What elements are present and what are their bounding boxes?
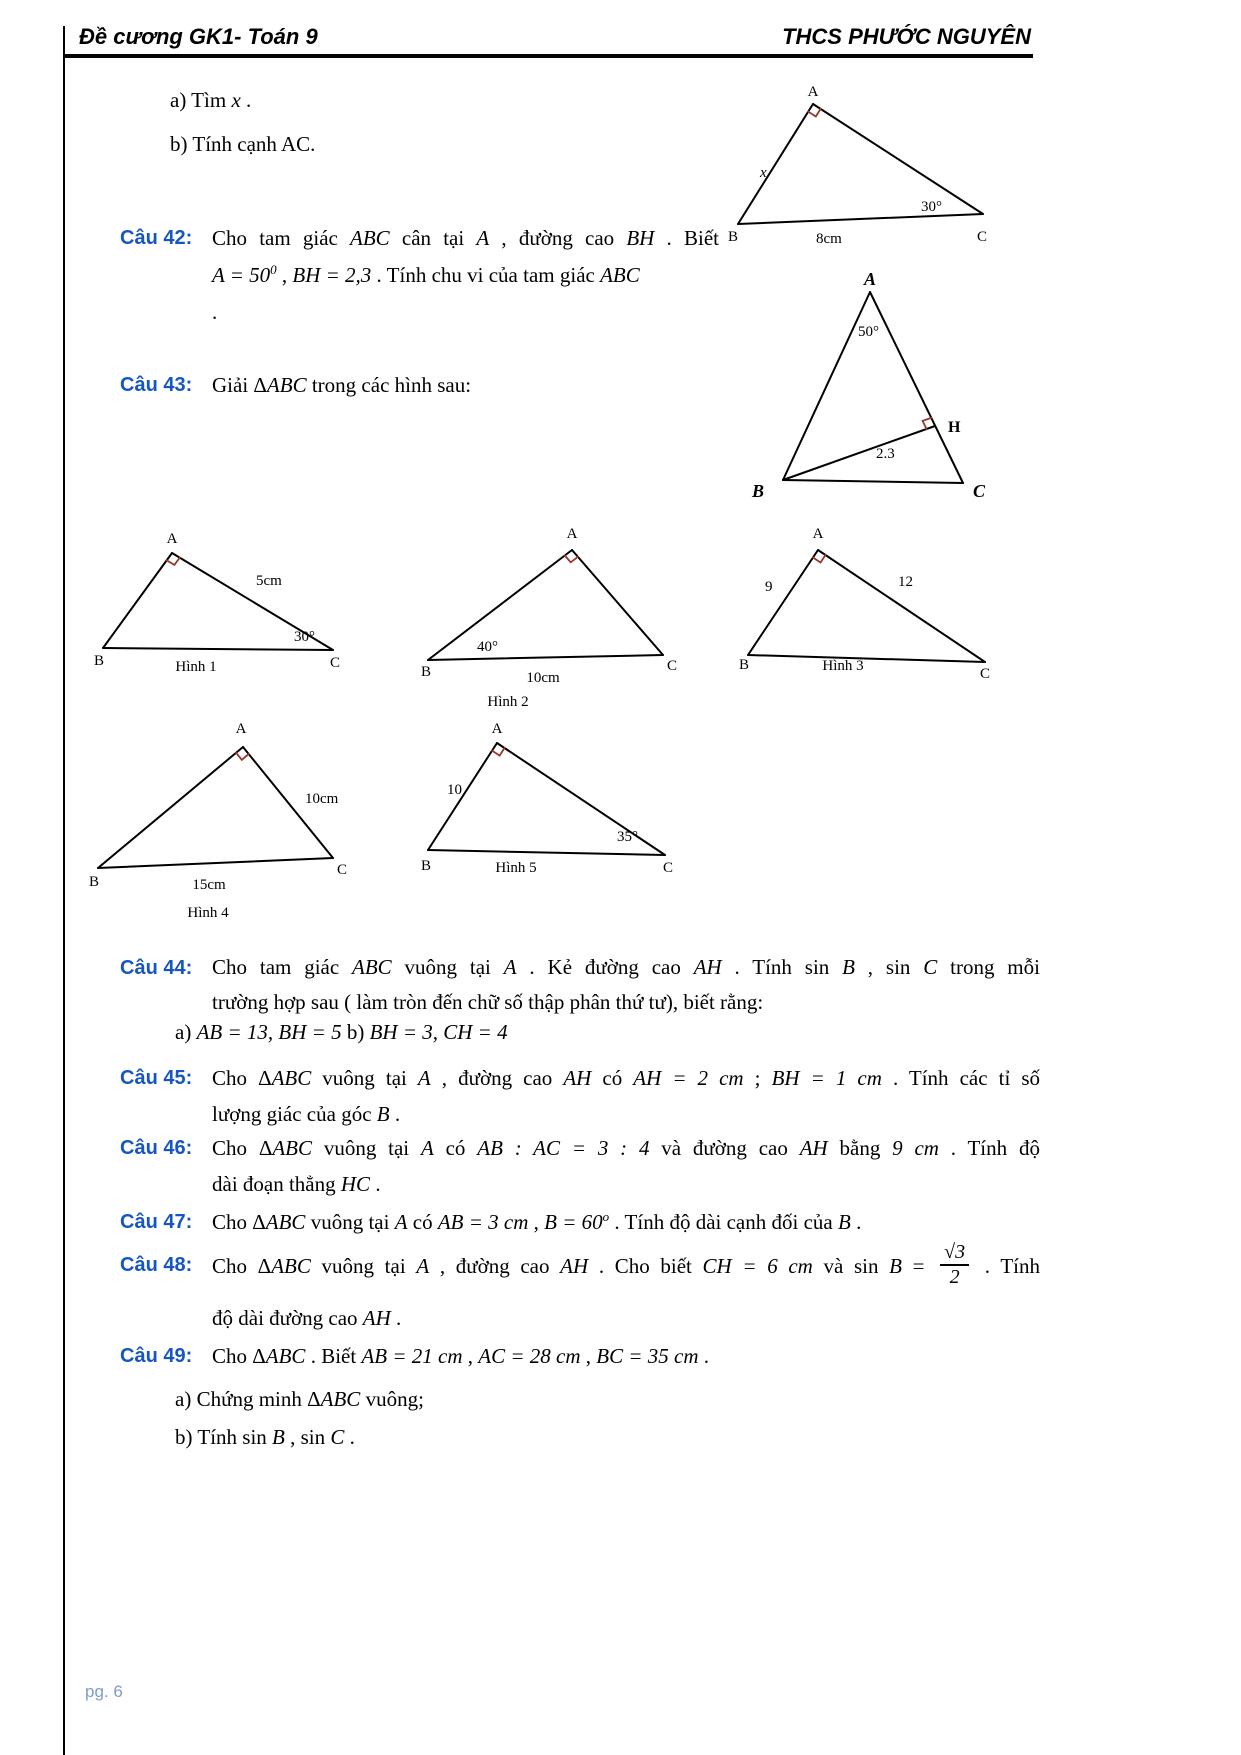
- figure-hinh-1: [88, 523, 360, 683]
- q49-item-b: b) Tính sin B , sin C .: [175, 1425, 355, 1449]
- figure-cau42-triangle: [738, 272, 1006, 512]
- vertex-label-a: A: [812, 526, 824, 542]
- side-label-bc: 10cm: [526, 670, 560, 686]
- figure-caption: Hình 4: [187, 905, 229, 921]
- q45-line-2: lượng giác của góc B .: [212, 1102, 401, 1126]
- page-border-left: [63, 26, 65, 1755]
- question-49-label: Câu 49:: [120, 1345, 193, 1367]
- vertex-label-a: A: [807, 84, 819, 100]
- right-angle-marker: [236, 753, 249, 760]
- side-label-ab: 10: [447, 782, 462, 798]
- question-43-label: Câu 43:: [120, 374, 193, 396]
- figure-hinh-4: [83, 716, 348, 931]
- q48-line-2: độ dài đường cao AH .: [212, 1306, 402, 1330]
- question-46-label: Câu 46:: [120, 1137, 193, 1159]
- question-43-text: Giải ΔABC trong các hình sau:: [212, 373, 472, 397]
- vertex-label-c: C: [330, 655, 341, 671]
- angle-label-b: 40°: [477, 639, 498, 655]
- angle-label-c: 30°: [921, 199, 942, 215]
- question-42-text: [212, 220, 719, 331]
- vertex-label-a: A: [166, 531, 178, 547]
- angle-label-c: 35°: [617, 829, 638, 845]
- vertex-label-a: A: [235, 721, 247, 737]
- triangle-sides: [738, 104, 983, 224]
- question-44-text: [212, 950, 1040, 1020]
- question-47-text: [212, 1204, 1082, 1241]
- page-header: [63, 24, 1033, 58]
- question-42-label: Câu 42:: [120, 227, 193, 249]
- figure-hinh-3: [733, 523, 1003, 681]
- vertex-label-c: C: [980, 666, 991, 681]
- intro-item-b: b) Tính cạnh AC.: [170, 132, 316, 156]
- q46-line-2: dài đoạn thẳng HC .: [212, 1172, 381, 1196]
- figure-caption: Hình 3: [822, 658, 864, 674]
- vertex-label-a: A: [491, 721, 503, 737]
- vertex-label-b: B: [739, 657, 750, 673]
- vertex-label-b: B: [94, 653, 105, 669]
- figure-caption: Hình 1: [175, 659, 217, 675]
- triangle-sides: [783, 292, 963, 483]
- side-label-bc: 8cm: [816, 231, 842, 247]
- q42-line-2: $A = 50^0$ , BH = 2,3 . Tính chu vi của tam giác ABC: [212, 262, 640, 287]
- header-title-right: THCS PHƯỚC NGUYÊN: [782, 24, 1031, 49]
- triangle-sides: [98, 747, 333, 868]
- figure-caption: Hình 2: [487, 694, 529, 710]
- question-47-label: Câu 47:: [120, 1211, 193, 1233]
- q44-cases-line: a) AB = 13, BH = 5 b) BH = 3, CH = 4: [175, 1020, 508, 1044]
- header-title-left: Đề cương GK1- Toán 9: [79, 24, 318, 49]
- vertex-label-c: C: [667, 658, 678, 674]
- figure-hinh-2: [413, 518, 691, 713]
- q47-line-1: Cho ΔABC vuông tại A có AB = 3 cm , $B = 60^o$ . Tính độ dài cạnh đối của B .: [212, 1209, 862, 1234]
- figure-caption: Hình 5: [495, 860, 537, 876]
- q48-line-1: Cho ΔABC vuông tại A , đường cao AH . Cho biết CH = 6 cm và sin B = $\frac{√3}{2}$ . Tính: [212, 1241, 1040, 1289]
- segment-label-bh: 2.3: [876, 446, 895, 462]
- side-label-ac: 10cm: [305, 791, 339, 807]
- side-label-ac: 12: [898, 574, 913, 590]
- right-angle-marker: [565, 556, 578, 563]
- q49-line-1: Cho ΔABC . Biết AB = 21 cm , AC = 28 cm , BC = 35 cm .: [212, 1344, 710, 1368]
- vertex-label-a: A: [566, 526, 578, 542]
- vertex-label-c: C: [663, 860, 674, 876]
- angle-label-a: 50°: [858, 324, 879, 340]
- q49-item-a: a) Chứng minh ΔABC vuông;: [175, 1387, 424, 1411]
- intro-item-a: a) Tìm x .: [170, 88, 252, 112]
- side-label-ac: 5cm: [256, 573, 282, 589]
- q42-line-1: Cho tam giác ABC cân tại A , đường cao BH . Biết: [212, 226, 719, 250]
- page-number: pg. 6: [85, 1682, 123, 1701]
- vertex-label-c: C: [337, 862, 348, 878]
- side-label-bc: 15cm: [192, 877, 226, 893]
- vertex-label-b: B: [421, 858, 432, 874]
- angle-label-c: 30°: [294, 629, 315, 645]
- side-label-ab: 9: [765, 579, 773, 595]
- question-49-text: [212, 1338, 1052, 1375]
- vertex-label-b: B: [421, 664, 432, 680]
- vertex-label-c: C: [973, 481, 986, 501]
- q44-line-2: trường hợp sau ( làm tròn đến chữ số thập phân thứ tư), biết rằng:: [212, 990, 764, 1014]
- vertex-label-c: C: [977, 229, 988, 245]
- question-48-text: [212, 1240, 1040, 1292]
- triangle-sides: [748, 550, 985, 662]
- question-45-text: [212, 1060, 1040, 1132]
- figure-intro-triangle: [718, 84, 1000, 256]
- vertex-label-b: B: [752, 481, 765, 501]
- figure-hinh-5: [413, 720, 683, 890]
- vertex-label-h: H: [948, 419, 961, 436]
- question-44-label: Câu 44:: [120, 957, 193, 979]
- q42-line-3: .: [212, 300, 218, 324]
- q46-line-1: Cho ΔABC vuông tại A có AB : AC = 3 : 4 và đường cao AH bằng 9 cm . Tính độ: [212, 1136, 1040, 1160]
- vertex-label-a: A: [863, 272, 877, 289]
- vertex-label-b: B: [728, 229, 739, 245]
- question-48-label: Câu 48:: [120, 1254, 193, 1276]
- triangle-sides: [428, 550, 663, 660]
- side-label-x: x: [760, 165, 767, 181]
- q44-line-1: Cho tam giác ABC vuông tại A . Kẻ đường cao AH . Tính sin B , sin C trong mỗi: [212, 955, 1040, 979]
- vertex-label-b: B: [89, 874, 100, 890]
- question-46-text: [212, 1130, 1040, 1202]
- q45-line-1: Cho ΔABC vuông tại A , đường cao AH có AH = 2 cm ; BH = 1 cm . Tính các tỉ số: [212, 1066, 1040, 1090]
- question-45-label: Câu 45:: [120, 1067, 193, 1089]
